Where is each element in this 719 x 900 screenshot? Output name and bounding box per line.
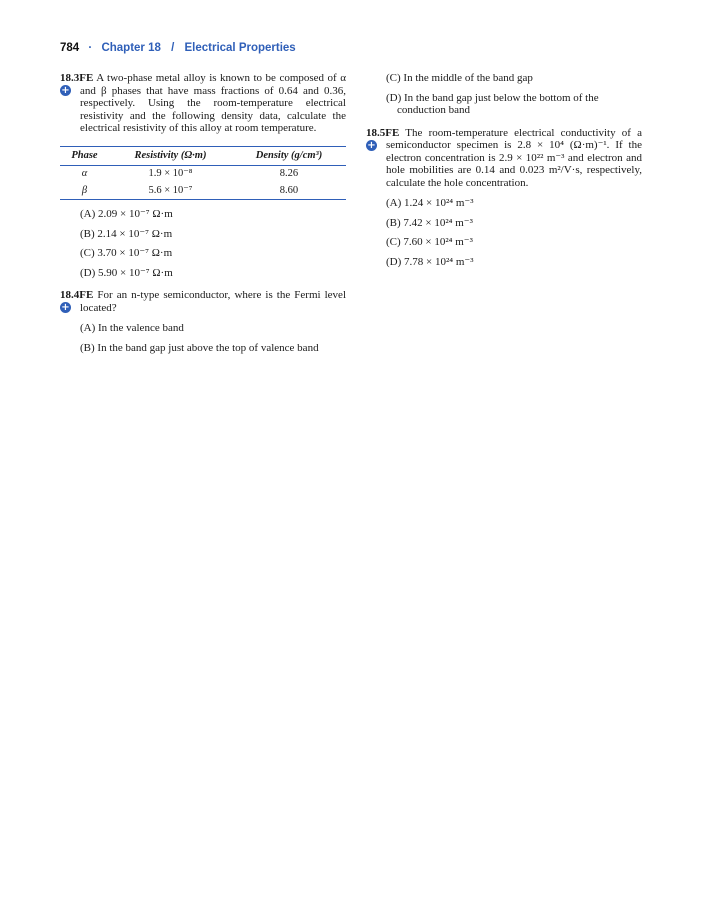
answer-option: (A) 2.09 × 10⁻⁷ Ω·m (80, 208, 173, 220)
table-header-row (60, 146, 346, 166)
plus-circle-icon[interactable]: + (61, 302, 70, 313)
answer-option: (D) 5.90 × 10⁻⁷ Ω·m (80, 266, 173, 279)
table-cell: 8.60 (232, 183, 346, 200)
answer-option: (D) 7.78 × 10²⁴ m⁻³ (386, 255, 474, 268)
section-title: Electrical Properties (184, 42, 296, 54)
answer-option: (A) 1.24 × 10²⁴ m⁻³ (386, 197, 474, 209)
problem-18-3 (60, 72, 346, 279)
problem-text (366, 127, 642, 190)
chapter-label: Chapter 18 (101, 42, 161, 54)
left-column (60, 72, 346, 354)
table-cell: α (81, 168, 88, 179)
table-row (60, 183, 346, 200)
header-separator: · (88, 42, 93, 54)
answer-option: (B) 7.42 × 10²⁴ m⁻³ (386, 216, 473, 229)
problem-number: 18.4FE (60, 289, 94, 301)
problem-number: 18.5FE (366, 126, 400, 139)
answer-option: (C) In the middle of the band gap (386, 72, 533, 84)
right-column (366, 72, 642, 268)
answer-option: (D) In the band gap just below the bottom of the conduction band (386, 91, 599, 116)
table-header: Resistivity (Ω·m) (109, 146, 232, 166)
problem-text (60, 72, 346, 135)
problem-number: 18.3FE (60, 72, 94, 84)
page-number: 784 (60, 42, 80, 54)
answer-option: (C) 7.60 × 10²⁴ m⁻³ (386, 236, 473, 248)
table-cell: 1.9 × 10⁻⁸ (148, 168, 193, 179)
plus-circle-icon[interactable]: + (61, 85, 70, 96)
table-row (60, 166, 346, 183)
problem-statement: For an n-type semiconductor, where is the Fermi level located? (80, 289, 346, 314)
table-cell: 5.6 × 10⁻⁷ (109, 183, 232, 200)
running-header (60, 42, 296, 54)
answer-option: (C) 3.70 × 10⁻⁷ Ω·m (80, 247, 173, 259)
header-slash: / (171, 42, 175, 54)
answer-option: (A) In the valence band (80, 322, 184, 334)
table-header: Density (g/cm³) (232, 146, 346, 166)
plus-circle-icon[interactable]: + (367, 139, 376, 151)
table-header: Phase (60, 146, 109, 166)
problem-statement: A two-phase metal alloy is known to be composed of α and β phases that have mass fractions of 0.64 and 0.36, respectively. Using the room-temperature electrical resistivity and the following density data, calculate the electrical resistivity of this alloy at room temperature. (80, 72, 346, 134)
problem-18-5 (366, 127, 642, 269)
problem-18-4 (60, 289, 346, 354)
answer-option: (B) In the band gap just above the top of valence band (80, 341, 319, 354)
table-cell: 8.26 (279, 168, 299, 179)
answer-option: (B) 2.14 × 10⁻⁷ Ω·m (80, 227, 173, 240)
problem-text (60, 289, 346, 314)
table-cell: β (60, 183, 109, 200)
data-table (60, 146, 346, 201)
problem-statement: The room-temperature electrical conductivity of a semiconductor specimen is 2.8 × 10⁴ (Ω·m)⁻¹. If the electron concentration is 2.9 × 10²² m⁻³ and electron and hole mobilities are 0.14 and 0.023 m²/V·s, respectively, calculate the hole concentration. (386, 126, 642, 189)
